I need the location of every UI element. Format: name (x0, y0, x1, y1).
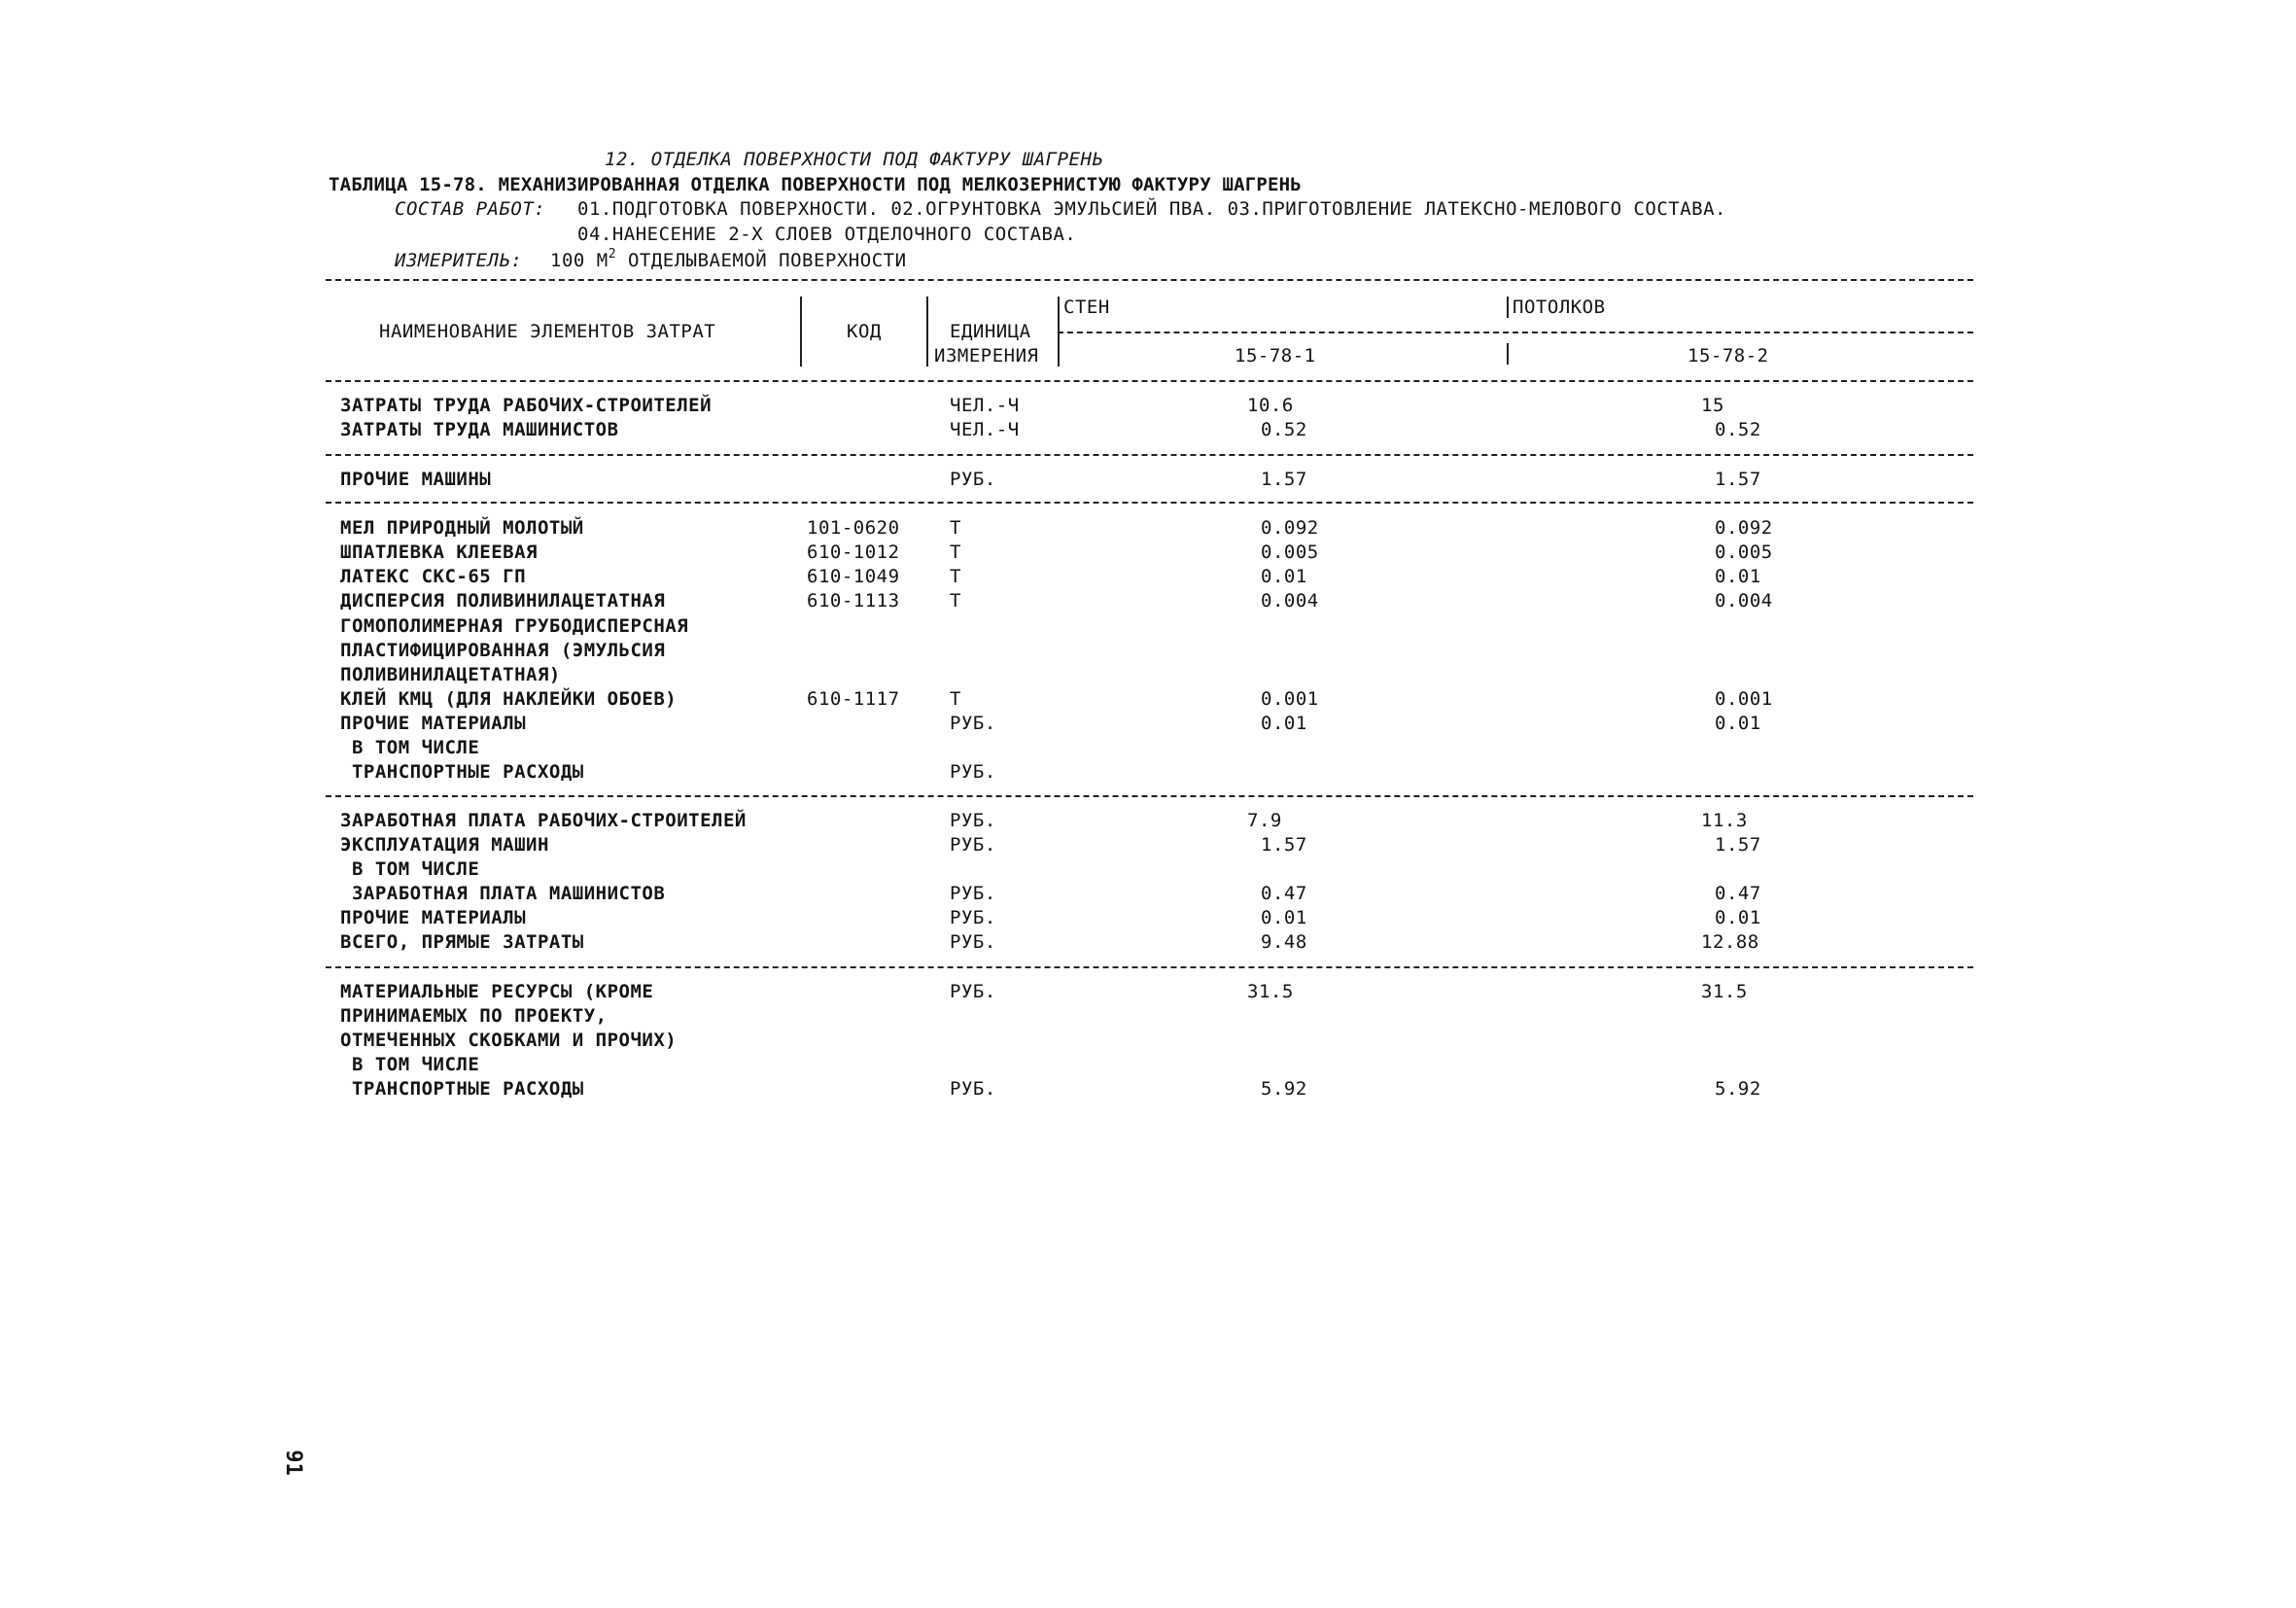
row-name: МЕЛ ПРИРОДНЫЙ МОЛОТЫЙ (340, 517, 584, 539)
row-name: МАТЕРИАЛЬНЫЕ РЕСУРСЫ (КРОМЕ (340, 981, 654, 1002)
row-code: 610-1113 (807, 590, 900, 612)
header-sep-unit-values (1058, 297, 1060, 367)
row-value-ceilings: 0.52 (1715, 419, 1761, 440)
row-value-ceilings: 1.57 (1715, 469, 1761, 490)
row-name: В ТОМ ЧИСЛЕ (340, 858, 480, 880)
row-code: 610-1117 (807, 688, 900, 710)
header-subrule (1058, 332, 1973, 333)
row-name: ДИСПЕРСИЯ ПОЛИВИНИЛАЦЕТАТНАЯ (340, 590, 666, 612)
header-sep-name-code (800, 297, 802, 367)
row-name: ГОМОПОЛИМЕРНАЯ ГРУБОДИСПЕРСНАЯ (340, 615, 689, 637)
row-name: ЗАРАБОТНАЯ ПЛАТА РАБОЧИХ-СТРОИТЕЛЕЙ (340, 810, 747, 831)
row-name: ПРОЧИЕ МАШИНЫ (340, 469, 492, 490)
row-name: ЗАТРАТЫ ТРУДА РАБОЧИХ-СТРОИТЕЛЕЙ (340, 395, 713, 416)
row-code: 101-0620 (807, 517, 900, 539)
table-title: ТАБЛИЦА 15-78. МЕХАНИЗИРОВАННАЯ ОТДЕЛКА ПОВЕРХНОСТИ ПОД МЕЛКОЗЕРНИСТУЮ ФАКТУРУ ШАГРЕНЬ (329, 174, 1302, 195)
row-value-walls: 0.01 (1261, 713, 1307, 734)
row-unit: Т (950, 590, 961, 612)
column-header-unit-line1: ЕДИНИЦА (950, 321, 1031, 342)
row-unit: Т (950, 688, 961, 710)
column-header-walls: СТЕН (1063, 297, 1110, 318)
row-name: В ТОМ ЧИСЛЕ (340, 1054, 480, 1075)
row-unit: РУБ. (950, 713, 996, 734)
header-sep-col1-col2 (1507, 343, 1509, 365)
row-value-ceilings: 0.47 (1715, 883, 1761, 904)
row-name: В ТОМ ЧИСЛЕ (340, 737, 480, 758)
section-title: 12. ОТДЕЛКА ПОВЕРХНОСТИ ПОД ФАКТУРУ ШАГРЕНЬ (605, 149, 1104, 170)
row-name: ПРОЧИЕ МАТЕРИАЛЫ (340, 907, 527, 928)
work-line-2: 04.НАНЕСЕНИЕ 2-Х СЛОЕВ ОТДЕЛОЧНОГО СОСТАВА. (577, 224, 1077, 245)
row-unit: РУБ. (950, 907, 996, 928)
column-header-col2: 15-78-2 (1687, 345, 1769, 367)
row-value-walls: 0.001 (1261, 688, 1319, 710)
work-label: СОСТАВ РАБОТ: (395, 198, 546, 220)
row-unit: ЧЕЛ.-Ч (950, 419, 1020, 440)
row-value-ceilings: 15 (1701, 395, 1724, 416)
row-name: ПОЛИВИНИЛАЦЕТАТНАЯ) (340, 664, 561, 685)
row-name: ВСЕГО, ПРЯМЫЕ ЗАТРАТЫ (340, 931, 584, 953)
row-name: ТРАНСПОРТНЫЕ РАСХОДЫ (340, 1078, 584, 1100)
row-name: ШПАТЛЕВКА КЛЕЕВАЯ (340, 542, 538, 563)
row-value-walls: 0.004 (1261, 590, 1319, 612)
row-value-ceilings: 0.01 (1715, 566, 1761, 587)
row-value-walls: 0.52 (1261, 419, 1307, 440)
row-name: ПЛАСТИФИЦИРОВАННАЯ (ЭМУЛЬСИЯ (340, 640, 666, 661)
row-value-ceilings: 0.005 (1715, 542, 1773, 563)
row-value-walls: 7.9 (1247, 810, 1282, 831)
row-unit: РУБ. (950, 834, 996, 856)
group-rule-4 (326, 966, 1973, 968)
row-unit: РУБ. (950, 981, 996, 1002)
row-code: 610-1012 (807, 542, 900, 563)
row-value-walls: 1.57 (1261, 834, 1307, 856)
header-sep-walls-ceilings (1507, 297, 1509, 318)
row-name: КЛЕЙ КМЦ (ДЛЯ НАКЛЕЙКИ ОБОЕВ) (340, 688, 678, 710)
column-header-name: НАИМЕНОВАНИЕ ЭЛЕМЕНТОВ ЗАТРАТ (379, 321, 716, 342)
row-value-ceilings: 0.092 (1715, 517, 1773, 539)
row-unit: ЧЕЛ.-Ч (950, 395, 1020, 416)
row-value-walls: 0.47 (1261, 883, 1307, 904)
meter-label: ИЗМЕРИТЕЛЬ: (395, 250, 523, 271)
row-value-ceilings: 0.01 (1715, 907, 1761, 928)
row-value-walls: 1.57 (1261, 469, 1307, 490)
table-top-rule (326, 279, 1973, 281)
row-value-walls: 0.01 (1261, 566, 1307, 587)
row-name: ЛАТЕКС СКС-65 ГП (340, 566, 527, 587)
row-value-ceilings: 1.57 (1715, 834, 1761, 856)
row-value-walls: 0.005 (1261, 542, 1319, 563)
row-value-ceilings: 0.004 (1715, 590, 1773, 612)
column-header-ceilings: ПОТОЛКОВ (1513, 297, 1606, 318)
group-rule-3 (326, 795, 1973, 797)
row-unit: РУБ. (950, 761, 996, 783)
row-name: ЭКСПЛУАТАЦИЯ МАШИН (340, 834, 549, 856)
work-line-1: 01.ПОДГОТОВКА ПОВЕРХНОСТИ. 02.ОГРУНТОВКА ЭМУЛЬСИЕЙ ПВА. 03.ПРИГОТОВЛЕНИЕ ЛАТЕКСНО-МЕЛОВОГО СОСТАВА. (577, 198, 1726, 220)
row-value-walls: 9.48 (1261, 931, 1307, 953)
row-name: ЗАТРАТЫ ТРУДА МАШИНИСТОВ (340, 419, 619, 440)
row-value-ceilings: 31.5 (1701, 981, 1748, 1002)
row-unit: РУБ. (950, 931, 996, 953)
row-value-walls: 5.92 (1261, 1078, 1307, 1100)
row-unit: РУБ. (950, 810, 996, 831)
row-unit: Т (950, 517, 961, 539)
header-sep-code-unit (926, 297, 928, 367)
row-code: 610-1049 (807, 566, 900, 587)
row-value-walls: 31.5 (1247, 981, 1294, 1002)
row-value-ceilings: 0.01 (1715, 713, 1761, 734)
row-value-ceilings: 5.92 (1715, 1078, 1761, 1100)
page-number: 91 (280, 1450, 305, 1476)
row-name: ОТМЕЧЕННЫХ СКОБКАМИ И ПРОЧИХ) (340, 1030, 678, 1051)
row-value-ceilings: 11.3 (1701, 810, 1748, 831)
row-name: ПРИНИМАЕМЫХ ПО ПРОЕКТУ, (340, 1005, 608, 1027)
row-unit: Т (950, 542, 961, 563)
row-name: ПРОЧИЕ МАТЕРИАЛЫ (340, 713, 527, 734)
row-unit: РУБ. (950, 883, 996, 904)
row-unit: Т (950, 566, 961, 587)
row-unit: РУБ. (950, 469, 996, 490)
meter-value: 100 $М^2$ ОТДЕЛЫВАЕМОЙ ПОВЕРХНОСТИ (550, 247, 907, 271)
row-name: ЗАРАБОТНАЯ ПЛАТА МАШИНИСТОВ (340, 883, 666, 904)
row-value-ceilings: 12.88 (1701, 931, 1759, 953)
row-value-walls: 0.01 (1261, 907, 1307, 928)
header-bottom-rule (326, 380, 1973, 382)
row-value-walls: 0.092 (1261, 517, 1319, 539)
row-value-ceilings: 0.001 (1715, 688, 1773, 710)
column-header-code: КОД (847, 321, 882, 342)
row-value-walls: 10.6 (1247, 395, 1294, 416)
row-unit: РУБ. (950, 1078, 996, 1100)
row-name: ТРАНСПОРТНЫЕ РАСХОДЫ (340, 761, 584, 783)
column-header-col1: 15-78-1 (1235, 345, 1316, 367)
group-rule-2 (326, 502, 1973, 504)
group-rule-1 (326, 454, 1973, 456)
column-header-unit-line2: ИЗМЕРЕНИЯ (934, 345, 1039, 367)
